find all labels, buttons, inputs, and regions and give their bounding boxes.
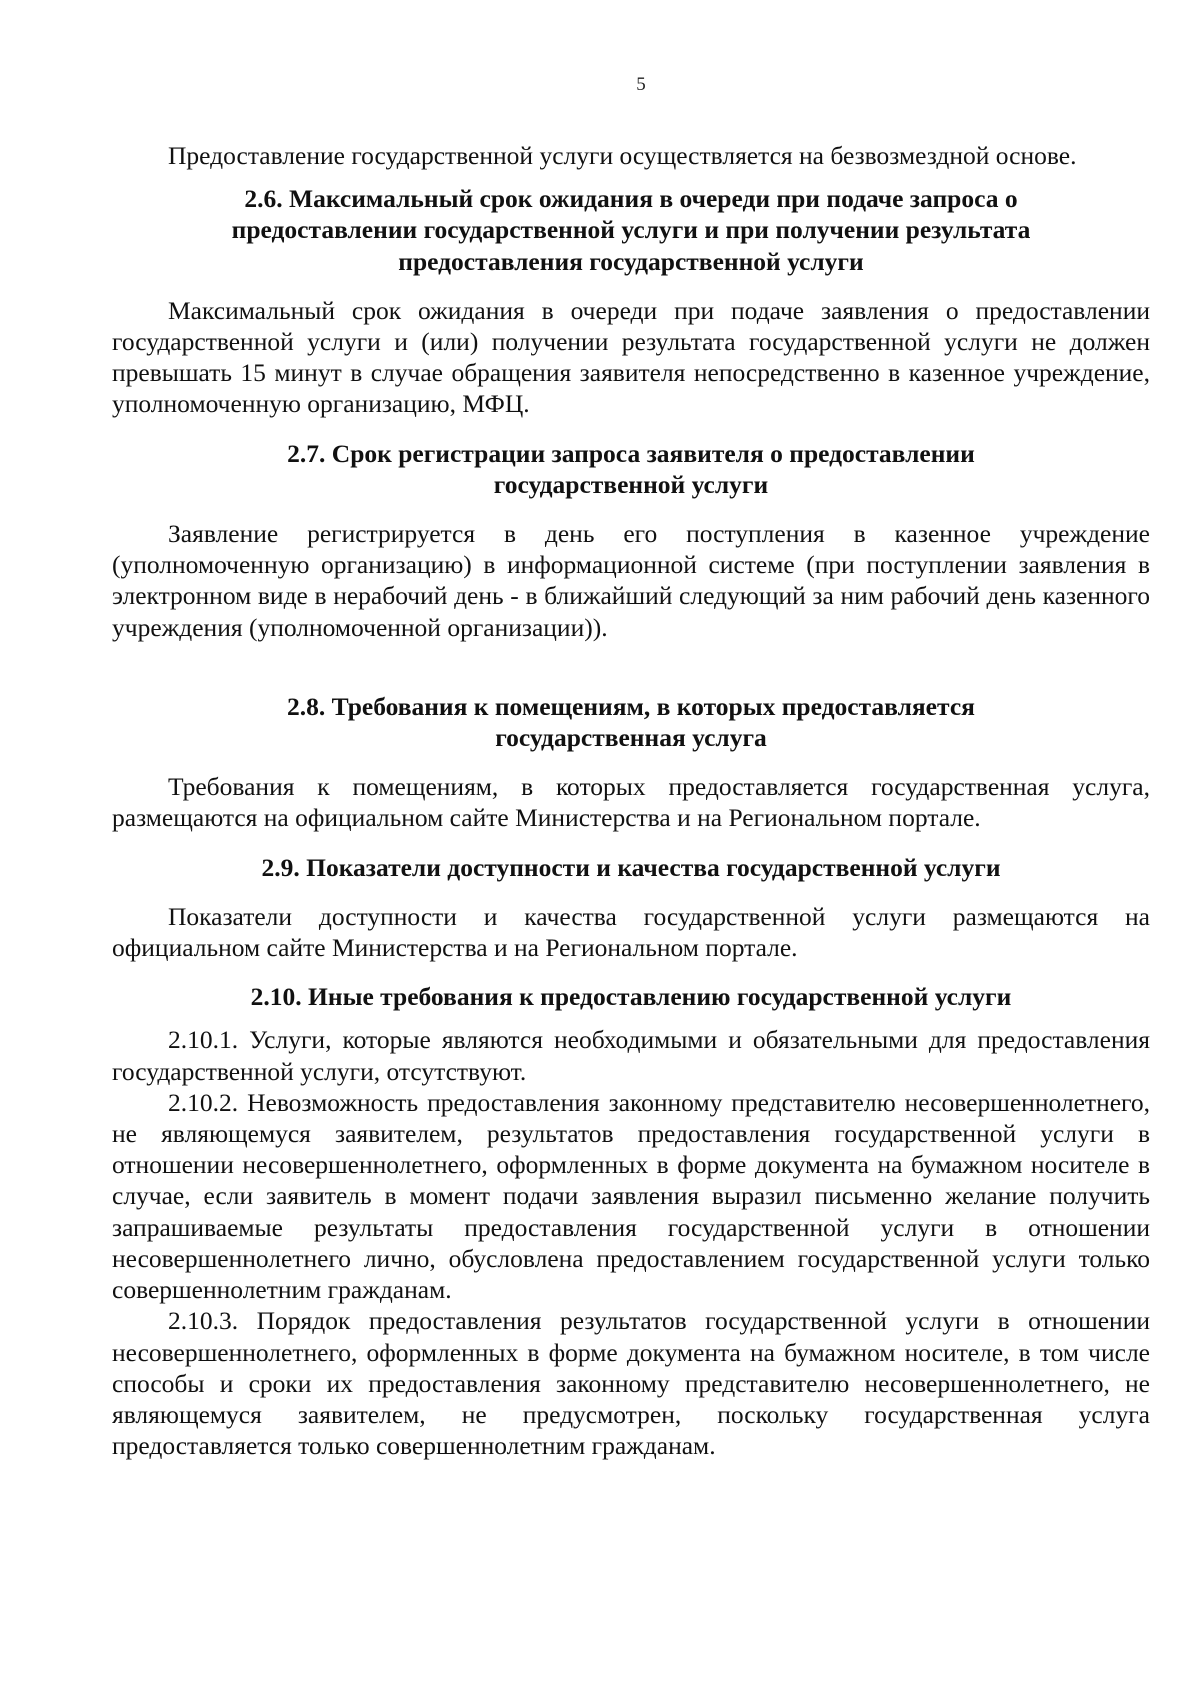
paragraph-2-6: Максимальный срок ожидания в очереди при подаче заявления о предоставлении государственной услуги и (или) получении результата государственной услуги не должен превышать 15 минут в случае обращения заявителя непосредственно в казенное учреждение, уполномоченную организацию, МФЦ. [112,295,1150,419]
paragraph-free-of-charge: Предоставление государственной услуги осуществляется на безвозмездной основе. [168,141,1077,170]
paragraph-2-7: Заявление регистрируется в день его поступления в казенное учреждение (уполномоченную организацию) в информационной системе (при поступлении заявления в электронном виде в нерабочий день - в ближайший следующий за ним рабочий день казенного учреждения (уполномоченной организации)). [112,519,1150,642]
paragraph-2-10-3: 2.10.3. Порядок предоставления результатов государственной услуги в отношении несовершеннолетнего, оформленных в форме документа на бумажном носителе, в том числе способы и сроки их предоставления законному представителю несовершеннолетнего, не являющемуся заявителем, не предусмотрен, поскольку государственная услуга предоставляется только совершеннолетним гражданам. [112,1306,1150,1461]
heading-2-7: 2.7. Срок регистрации запроса заявителя о предоставлении государственной услуги [287,438,975,499]
document-page [112,74,1150,1461]
paragraph-2-9: Показатели доступности и качества государственной услуги размещаются на официальном сайте Министерства и на Региональном портале. [112,901,1150,963]
page-number: 5 [636,74,646,95]
heading-2-8: 2.8. Требования к помещениям, в которых предоставляется государственная услуга [287,691,975,753]
heading-2-6: 2.6. Максимальный срок ожидания в очереди при подаче запроса о предоставлении государственной услуги и при получении результата предоставления государственной услуги [231,184,1031,276]
paragraph-2-10-1: 2.10.1. Услуги, которые являются необходимыми и обязательными для предоставления государственной услуги, отсутствуют. [112,1025,1150,1086]
paragraph-2-10-2: 2.10.2. Невозможность предоставления законному представителю несовершеннолетнего, не являющемуся заявителем, результатов предоставления государственной услуги в отношении несовершеннолетнего, оформленных в форме документа на бумажном носителе в случае, если заявитель в момент подачи заявления выразил письменно желание получить запрашиваемые результаты предоставления государственной услуги в отношении несовершеннолетнего лично, обусловлена предоставлением государственной услуги только совершеннолетним гражданам. [112,1087,1150,1305]
paragraph-2-8: Требования к помещениям, в которых предоставляется государственная услуга, размещаются на официальном сайте Министерства и на Региональном портале. [112,772,1150,833]
heading-2-9: 2.9. Показатели доступности и качества государственной услуги [261,852,1001,882]
heading-2-10: 2.10. Иные требования к предоставлению государственной услуги [250,982,1012,1012]
